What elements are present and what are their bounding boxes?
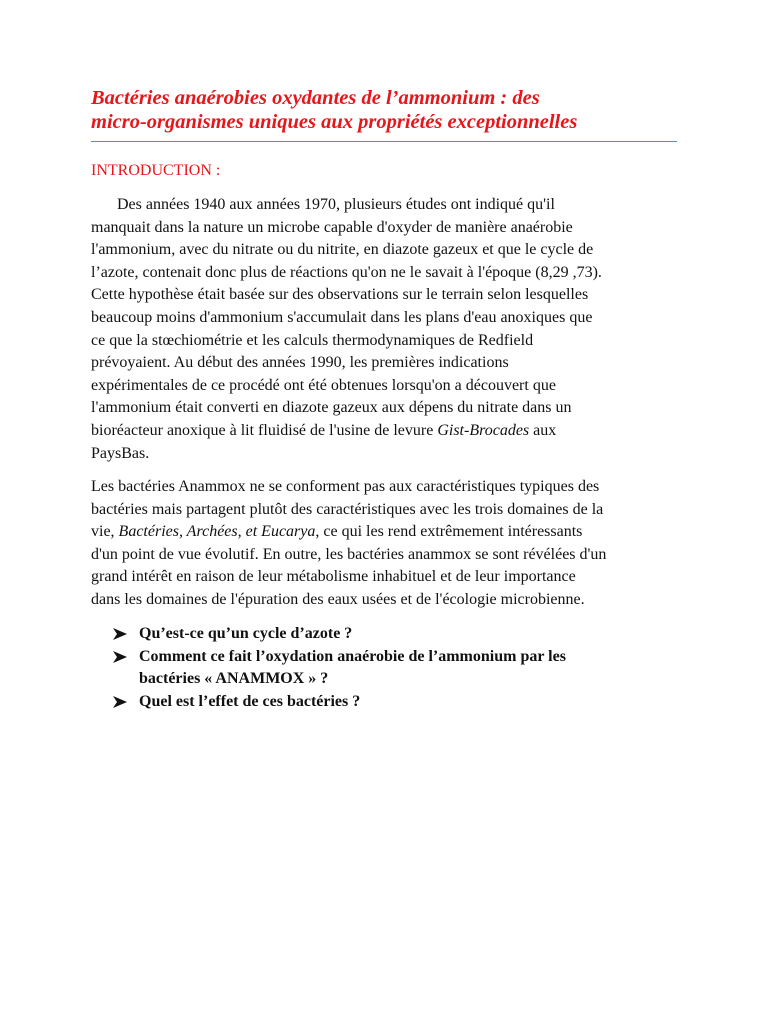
right-arrowhead-icon — [112, 627, 128, 641]
paragraph-line: grand intérêt en raison de leur métabolisme inhabituel et de leur importance — [91, 568, 576, 586]
question-item — [112, 623, 692, 646]
paragraph-line — [91, 420, 691, 443]
questions-list — [112, 623, 692, 713]
text-run: bioréacteur anoxique à lit fluidisé de l'usine de levure — [91, 421, 438, 439]
question-text: bactéries « ANAMMOX » ? — [139, 670, 329, 687]
title-line: micro-organismes uniques aux propriétés exceptionnelles — [91, 111, 578, 133]
text-run: , ce qui les rend extrêmement intéressants — [315, 523, 583, 541]
question-text: Qu’est-ce qu’un cycle d’azote ? — [139, 625, 353, 642]
paragraph-line: l’azote, contenait donc plus de réactions qu'on ne le savait à l'époque (8,29 ,73). — [91, 263, 602, 281]
title-line: Bactéries anaérobies oxydantes de l’ammonium : des — [91, 87, 540, 109]
italic-domains: Bactéries, Archées, et Eucarya — [118, 523, 316, 541]
text-run: vie, — [91, 523, 119, 541]
paragraph-line: dans les domaines de l'épuration des eaux usées et de l'écologie microbienne. — [91, 590, 585, 608]
anammox-paragraph — [91, 476, 691, 612]
document-title — [91, 86, 691, 134]
introduction-paragraph — [91, 194, 691, 465]
section-heading: INTRODUCTION : — [91, 162, 221, 179]
paragraph-line: bactéries mais partagent plutôt des caractéristiques avec les trois domaines de la — [91, 500, 604, 518]
question-text: Comment ce fait l’oxydation anaérobie de l’ammonium par les — [139, 647, 566, 665]
paragraph-line — [91, 521, 691, 544]
right-arrowhead-icon — [112, 695, 128, 709]
paragraph-line: Les bactéries Anammox ne se conforment pas aux caractéristiques typiques des — [91, 478, 600, 495]
paragraph-line: manquait dans la nature un microbe capable d'oxyder de manière anaérobie — [91, 218, 573, 236]
italic-company-name: Gist-Brocades — [437, 421, 530, 439]
paragraph-line: d'un point de vue évolutif. En outre, les bactéries anammox se sont révélées d'un — [91, 545, 607, 563]
paragraph-line: Des années 1940 aux années 1970, plusieurs études ont indiqué qu'il — [117, 196, 555, 213]
paragraph-line: expérimentales de ce procédé ont été obtenues lorsqu'on a découvert que — [91, 376, 556, 394]
paragraph-line: beaucoup moins d'ammonium s'accumulait dans les plans d'eau anoxiques que — [91, 308, 593, 326]
paragraph-line: Cette hypothèse était basée sur des observations sur le terrain selon lesquelles — [91, 286, 589, 304]
paragraph-line: prévoyaient. Au début des années 1990, les premières indications — [91, 354, 509, 372]
paragraph-line: PaysBas. — [91, 444, 150, 462]
question-item — [112, 691, 692, 714]
title-underline-rule — [91, 141, 677, 142]
paragraph-line: l'ammonium, avec du nitrate ou du nitrite, en diazote gazeux et que le cycle de — [91, 241, 594, 259]
paragraph-line: ce que la stœchiométrie et les calculs thermodynamiques de Redfield — [91, 331, 534, 349]
text-run: aux — [529, 421, 557, 439]
question-text: Quel est l’effet de ces bactéries ? — [139, 692, 361, 710]
question-item — [112, 646, 692, 691]
right-arrowhead-icon — [112, 650, 128, 664]
paragraph-line: l'ammonium était converti en diazote gazeux aux dépens du nitrate dans un — [91, 399, 572, 417]
